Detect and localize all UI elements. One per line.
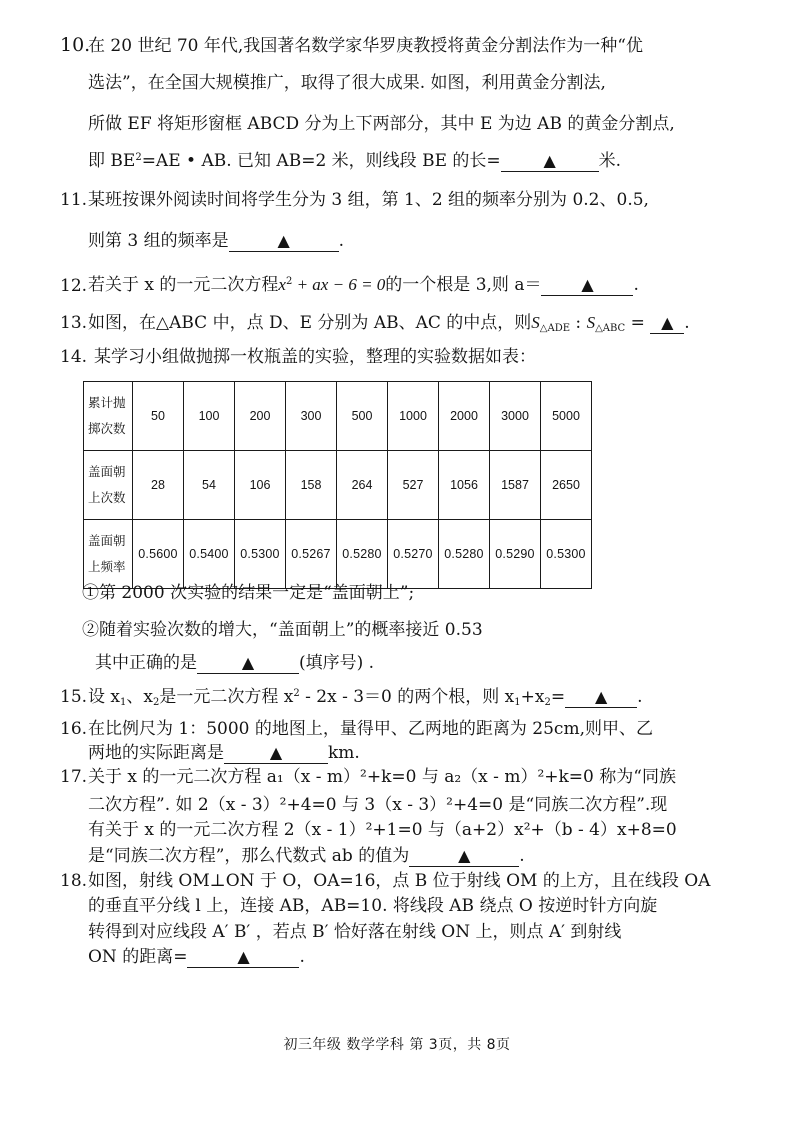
table-row	[84, 520, 592, 589]
table-cell: 5000	[541, 382, 592, 451]
triangle-icon: ▲	[543, 151, 556, 170]
table-cell: 1056	[439, 451, 490, 520]
q15-text-b: 、x	[126, 687, 153, 707]
q13-s1-sub: △ADE	[539, 323, 571, 334]
q12-answer-blank[interactable]	[541, 275, 633, 296]
table-cell: 200	[235, 382, 286, 451]
row-header-throws: 累计抛掷次数	[84, 382, 133, 451]
q13-s1: S	[531, 313, 540, 332]
q10-l4-text-b: =AE • AB. 已知 AB=2 米，则线段 BE 的长=	[141, 151, 501, 171]
triangle-icon: ▲	[458, 846, 471, 865]
q16-number: 16.	[60, 719, 88, 739]
q12-eq-sup: 2	[285, 276, 293, 287]
table-cell: 158	[286, 451, 337, 520]
table-cell: 0.5400	[184, 520, 235, 589]
table-cell: 0.5280	[439, 520, 490, 589]
q16-l2-end: km.	[328, 743, 360, 763]
table-cell: 1000	[388, 382, 439, 451]
q14-statement-1: ①第 2000 次实验的结果一定是“盖面朝上”;	[82, 583, 415, 603]
q17-number: 17.	[60, 767, 88, 787]
table-cell: 0.5280	[337, 520, 388, 589]
table-cell: 0.5600	[133, 520, 184, 589]
q18-line-4	[88, 946, 305, 968]
q17-l4-text: 是“同族二次方程”，那么代数式 ab 的值为	[88, 846, 410, 866]
q17-line-3: 有关于 x 的一元二次方程 2（x - 1）²+1=0 与（a+2）x²+（b - 4）x+8=0	[88, 820, 677, 840]
table-cell: 2000	[439, 382, 490, 451]
q17-line-4	[88, 845, 525, 867]
q14-answer-blank[interactable]	[197, 653, 299, 674]
q14-answer-line	[95, 652, 374, 674]
q13-eq: =	[625, 313, 651, 333]
q16-line-1: 在比例尺为 1：5000 的地图上，量得甲、乙两地的距离为 25cm,则甲、乙	[88, 719, 653, 739]
q13-answer-blank[interactable]	[650, 313, 684, 334]
table-cell: 28	[133, 451, 184, 520]
page-footer: 初三年级 数学学科 第 3页，共 8页	[283, 1037, 511, 1053]
triangle-icon: ▲	[269, 743, 283, 762]
q10-l4-text-a: 即 BE	[88, 151, 136, 171]
q10-line-1: 在 20 世纪 70 年代,我国著名数学家华罗庚教授将黄金分割法作为一种“优	[88, 36, 643, 56]
q11-line-2	[88, 230, 344, 252]
triangle-icon: ▲	[594, 687, 608, 706]
triangle-icon: ▲	[237, 947, 250, 966]
q12-line	[88, 274, 639, 296]
q13-s2: S	[586, 313, 596, 332]
table-cell: 0.5290	[490, 520, 541, 589]
q14-number: 14.	[60, 347, 88, 367]
q18-line-1: 如图，射线 OM⊥ON 于 O，OA=16，点 B 位于射线 OM 的上方，且在线段 OA	[88, 871, 711, 891]
q17-answer-blank[interactable]	[409, 846, 519, 867]
q15-sub-3: 1	[514, 697, 521, 708]
table-cell: 3000	[490, 382, 541, 451]
q11-answer-blank[interactable]	[229, 231, 339, 252]
table-cell: 0.5270	[388, 520, 439, 589]
q17-line-1: 关于 x 的一元二次方程 a₁（x - m）²+k=0 与 a₂（x - m）²+k=0 称为“同族	[88, 767, 676, 787]
q15-text-f: =	[550, 687, 566, 707]
table-cell: 527	[388, 451, 439, 520]
q15-text-d: - 2x - 3＝0 的两个根，则 x	[299, 687, 515, 707]
table-row	[84, 382, 592, 451]
table-cell: 0.5267	[286, 520, 337, 589]
q13-end: .	[684, 313, 690, 333]
q10-line-3: 所做 EF 将矩形窗框 ABCD 分为上下两部分，其中 E 为边 AB 的黄金分割点,	[88, 114, 675, 134]
q15-end: .	[637, 687, 643, 707]
q18-answer-blank[interactable]	[187, 947, 299, 968]
q14-text: 某学习小组做抛掷一枚瓶盖的实验，整理的实验数据如表：	[94, 347, 536, 367]
q10-number: 10.	[60, 34, 91, 56]
q13-s2-sub: △ABC	[595, 323, 626, 334]
table-cell: 500	[337, 382, 388, 451]
q12-eq-rest: + ax − 6 = 0	[292, 275, 386, 294]
q13-number: 13.	[60, 313, 88, 333]
q10-line-2: 选法”，在全国大规模推广，取得了很大成果. 如图，利用黄金分割法,	[88, 73, 606, 93]
q15-sub-2: 2	[152, 697, 160, 708]
row-header-cap-up-frequency: 盖面朝上频率	[84, 520, 133, 589]
q12-text-b: 的一个根是 3,则 a＝	[385, 275, 542, 295]
q15-sub-1: 1	[120, 697, 127, 708]
table-cell: 54	[184, 451, 235, 520]
q14-ans-text: 其中正确的是	[95, 653, 197, 673]
q15-text-c: 是一元二次方程 x	[159, 687, 294, 707]
table-cell: 1587	[490, 451, 541, 520]
q10-answer-blank[interactable]	[501, 151, 599, 172]
q11-l2-text: 则第 3 组的频率是	[88, 231, 229, 251]
table-cell: 2650	[541, 451, 592, 520]
experiment-data-table	[83, 381, 592, 589]
table-cell: 50	[133, 382, 184, 451]
triangle-icon: ▲	[581, 275, 594, 294]
q10-line-4	[88, 150, 621, 172]
q15-sub-4: 2	[544, 697, 551, 708]
q16-l2-text: 两地的实际距离是	[88, 743, 224, 763]
q12-number: 12.	[60, 276, 88, 296]
q18-l4-end: .	[299, 947, 305, 967]
q14-ans-end: (填序号) .	[299, 653, 375, 673]
q11-l2-end: .	[338, 231, 345, 251]
q12-text-a: 若关于 x 的一元二次方程	[88, 275, 279, 295]
q15-number: 15.	[60, 687, 88, 707]
q18-line-3: 转得到对应线段 A′ B′ ，若点 B′ 恰好落在射线 ON 上，则点 A′ 到射线	[88, 922, 622, 942]
q15-text-e: +x	[520, 687, 545, 707]
q14-statement-2: ②随着实验次数的增大，“盖面朝上”的概率接近 0.53	[82, 620, 483, 640]
q18-number: 18.	[60, 871, 88, 891]
table-cell: 0.5300	[235, 520, 286, 589]
q18-l4-text: ON 的距离=	[88, 947, 188, 967]
q16-answer-blank[interactable]	[224, 743, 328, 764]
q13-colon: :	[570, 313, 587, 333]
triangle-icon: ▲	[661, 313, 674, 332]
q12-end: .	[633, 275, 639, 295]
q16-line-2	[88, 742, 360, 764]
q13-text-a: 如图，在△ABC 中，点 D、E 分别为 AB、AC 的中点，则	[88, 313, 532, 333]
q15-sup: 2	[293, 688, 300, 699]
q15-answer-blank[interactable]	[565, 687, 637, 708]
q11-number: 11.	[60, 190, 88, 210]
q17-line-2: 二次方程”. 如 2（x - 3）²+4=0 与 3（x - 3）²+4=0 是“同族二次方程”.现	[88, 795, 668, 815]
triangle-icon: ▲	[241, 653, 255, 672]
table-cell: 0.5300	[541, 520, 592, 589]
q13-line	[88, 312, 690, 334]
table-cell: 100	[184, 382, 235, 451]
q10-l4-text-c: 米.	[598, 151, 622, 171]
row-header-cap-up-count: 盖面朝上次数	[84, 451, 133, 520]
table-row	[84, 451, 592, 520]
table-cell: 264	[337, 451, 388, 520]
triangle-icon: ▲	[277, 231, 290, 250]
q11-line-1: 某班按课外阅读时间将学生分为 3 组，第 1、2 组的频率分别为 0.2、0.5,	[88, 190, 649, 210]
table-cell: 106	[235, 451, 286, 520]
q15-text-a: 设 x	[88, 687, 120, 707]
q12-eq-x: x	[278, 275, 286, 294]
q17-l4-end: .	[519, 846, 525, 866]
q15-line	[88, 686, 643, 708]
q18-line-2: 的垂直平分线 l 上，连接 AB，AB=10. 将线段 AB 绕点 O 按逆时针方向旋	[88, 896, 658, 916]
q10-l4-sup: 2	[135, 152, 142, 163]
table-cell: 300	[286, 382, 337, 451]
